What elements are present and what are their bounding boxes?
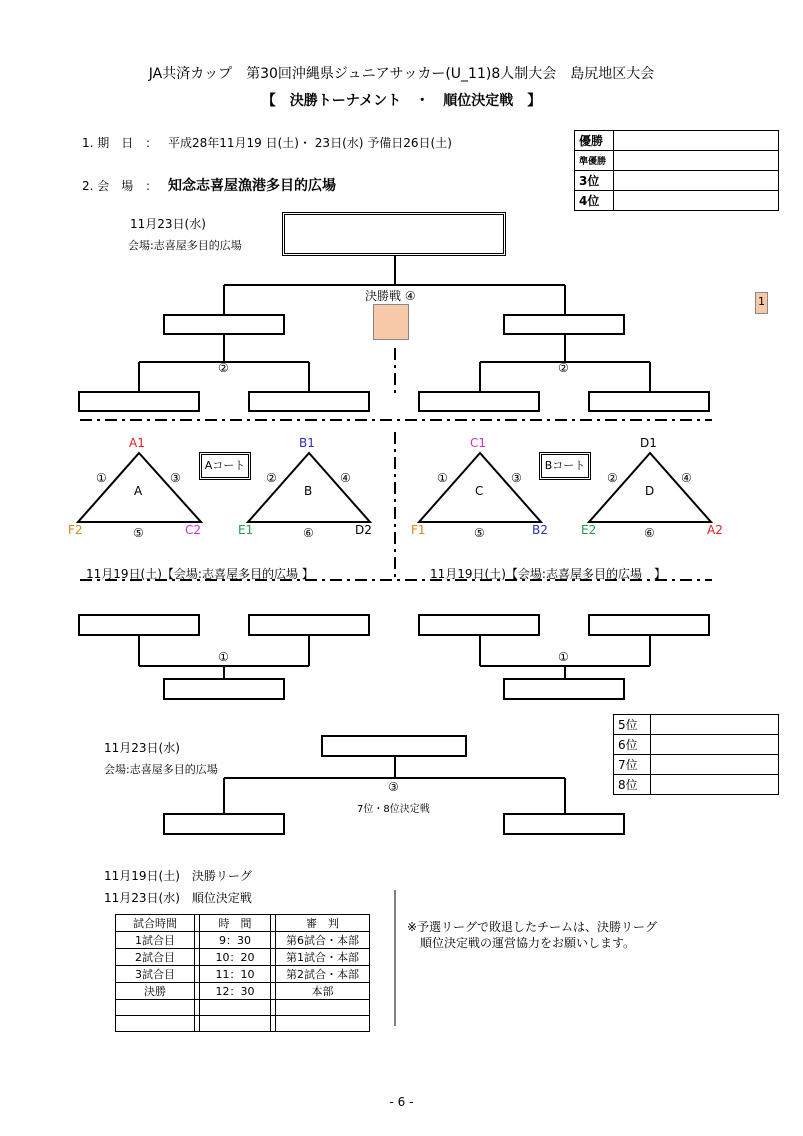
schedule-cell: 第2試合・本部 [276,966,370,983]
rank-value[interactable] [651,775,779,795]
group-d-bottom-num: ⑥ [644,526,655,540]
schedule-cell [200,1000,271,1016]
rank-value[interactable] [651,735,779,755]
semi-team-box[interactable] [78,391,200,412]
seventh-team-box-left[interactable] [163,813,285,835]
schedule-cell: 9：30 [200,932,271,949]
group-b-bottom-num: ⑥ [303,526,314,540]
schedule-cell [200,1016,271,1032]
group-c-left: F1 [411,523,426,537]
group-d-left: E2 [581,523,597,537]
lower-date: 11月23日(水) [104,741,180,755]
note-line1: 11月19日(土) 決勝リーグ [104,869,252,883]
rank-label: 準優勝 [575,151,614,171]
schedule-cell: 10：20 [200,949,271,966]
group-a-left: F2 [68,523,83,537]
group-c-left-num: ① [437,471,448,485]
rank-row [614,735,779,755]
placement-winner-box-right[interactable] [503,678,625,700]
lower-num-right: ① [558,650,569,664]
rank-row [614,775,779,795]
schedule-row [116,932,370,949]
schedule-table [115,914,370,1032]
rank-label: 優勝 [575,131,614,151]
group-c-right-num: ③ [511,471,522,485]
group-a-top: A1 [129,436,145,450]
schedule-cell: 第6試合・本部 [276,932,370,949]
page-tag: 1 [755,292,768,314]
a-court-label: Aコート [199,452,251,480]
group-c-name: C [475,484,484,498]
finalist-box-right[interactable] [503,314,625,335]
rank-label: 8位 [614,775,651,795]
schedule-row [116,966,370,983]
lower-match-label: 7位・8位決定戦 [357,804,430,815]
placement-team-box[interactable] [78,614,200,636]
group-d-right-num: ④ [681,471,692,485]
note-line2: 11月23日(水) 順位決定戦 [104,891,252,905]
schedule-cell: 決勝 [116,983,195,1000]
champion-box[interactable] [282,212,506,256]
group-a-left-num: ① [96,471,107,485]
final-venue: 会場:志喜屋多目的広場 [128,239,242,252]
group-b-right-num: ④ [340,471,351,485]
final-score-box[interactable] [373,304,409,340]
lower-num-left: ① [218,650,229,664]
group-a-name: A [134,484,143,498]
group-b-top: B1 [299,436,315,450]
schedule-row [116,983,370,1000]
schedule-cell [276,1016,370,1032]
document-subtitle: 【 決勝トーナメント ・ 順位決定戦 】 [261,93,542,109]
semi-team-box[interactable] [588,391,710,412]
placement-team-box[interactable] [588,614,710,636]
rank-row [614,715,779,735]
lower-venue: 会場:志喜屋多目的広場 [104,763,218,776]
finalist-box-left[interactable] [163,314,285,335]
rank-label: 6位 [614,735,651,755]
final-date: 11月23日(水) [130,217,206,231]
rank-label: 3位 [575,171,614,191]
seventh-team-box-right[interactable] [503,813,625,835]
group-b-name: B [304,484,313,498]
group-b-left-num: ② [266,471,277,485]
group-b-right: D2 [355,523,372,537]
seventh-place-box[interactable] [321,735,467,757]
page-number: - 6 - [389,1095,414,1109]
lower-match-num: ③ [388,780,399,794]
semi-num-right: ② [558,361,569,375]
schedule-cell: 第1試合・本部 [276,949,370,966]
schedule-cell: 1試合目 [116,932,195,949]
rank-label: 4位 [575,191,614,211]
group-d-right: A2 [707,523,723,537]
venue-label: 2. 会 場 ： [82,179,158,193]
schedule-row [116,949,370,966]
final-match-label: 決勝戦 ④ [365,289,416,303]
schedule-header-row [116,915,370,932]
schedule-cell [116,1016,195,1032]
schedule-cell: 2試合目 [116,949,195,966]
rank-row [614,755,779,775]
league-date-left: 11月19日(土)【会場:志喜屋多目的広場 】 [86,567,314,581]
document-title: JA共済カップ 第30回沖縄県ジュニアサッカー(U_11)8人制大会 島尻地区大会 [148,66,655,82]
schedule-row [116,1016,370,1032]
period-label: 1. 期 日 ： [82,136,158,150]
rank-label: 5位 [614,715,651,735]
schedule-cell: 3試合目 [116,966,195,983]
schedule-header: 時 間 [200,915,271,932]
b-court-label: Bコート [539,452,591,480]
schedule-row [116,1000,370,1016]
placement-winner-box-left[interactable] [163,678,285,700]
schedule-header: 審 判 [276,915,370,932]
group-c-bottom-num: ⑤ [474,526,485,540]
period-value: 平成28年11月19 日(土)・ 23日(水) 予備日26日(土) [168,136,452,150]
group-d-top: D1 [640,436,657,450]
rank-label: 7位 [614,755,651,775]
semi-num-left: ② [218,361,229,375]
schedule-cell [116,1000,195,1016]
semi-team-box[interactable] [248,391,370,412]
placement-team-box[interactable] [418,614,540,636]
ranking-table-bottom [613,714,779,795]
group-c-top: C1 [470,436,487,450]
rank-value[interactable] [651,715,779,735]
group-d-left-num: ② [607,471,618,485]
placement-team-box[interactable] [248,614,370,636]
group-a-bottom-num: ⑤ [133,526,144,540]
group-b-left: E1 [238,523,254,537]
schedule-cell: 本部 [276,983,370,1000]
schedule-header: 試合時間 [116,915,195,932]
group-d-name: D [645,484,655,498]
schedule-cell [276,1000,370,1016]
schedule-cell: 11：10 [200,966,271,983]
venue-value: 知念志喜屋漁港多目的広場 [168,178,336,194]
group-a-right: C2 [185,523,202,537]
remark-line1: ※予選リーグで敗退したチームは、決勝リーグ [407,920,658,934]
semi-team-box[interactable] [418,391,540,412]
group-c-right: B2 [532,523,548,537]
group-a-right-num: ③ [170,471,181,485]
schedule-cell: 12：30 [200,983,271,1000]
remark-line2: 順位決定戦の運営協力をお願いします。 [420,936,636,950]
league-date-right: 11月19日(土)【会場:志喜屋多目的広場 】 [430,567,666,581]
rank-value[interactable] [651,755,779,775]
